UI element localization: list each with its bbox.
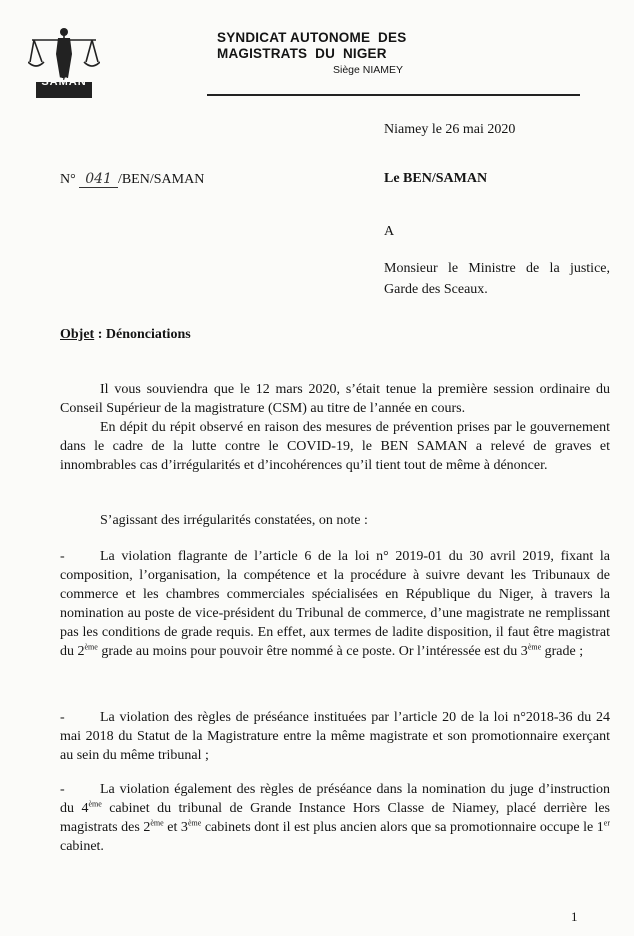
paragraph-3: S’agissant des irrégularités constatées, on note : xyxy=(100,513,368,528)
seat-location: Siège NIAMEY xyxy=(333,64,404,76)
place-date: Niamey le 26 mai 2020 xyxy=(384,122,516,137)
list-item-3 xyxy=(60,780,610,856)
object-text: Dénonciations xyxy=(105,327,191,342)
paragraph-2: En dépit du répit observé en raison des mesures de prévention prises par le gouvernement dans le cadre de la lutte contre le COVID-19, le BEN SAMAN a relevé de graves et innombrables cas d’irrégularités et d’incohérences qu’il tient tout de même à dénoncer. xyxy=(60,420,610,473)
logo-text: SAMAN xyxy=(41,76,87,88)
reference-prefix: N° xyxy=(60,172,76,187)
list-item-3-text-b: cabinet du tribunal de Grande Instance Hors Classe de Niamey, placé derrière les magistrats des 2 xyxy=(60,801,610,835)
list-item-2 xyxy=(60,708,610,765)
list-item-1 xyxy=(60,547,610,661)
list-item-3-text-c: et 3 xyxy=(163,820,188,835)
list-dash: - xyxy=(60,710,65,725)
superscript: ème xyxy=(527,642,542,652)
org-line-1: SYNDICAT AUTONOME DES xyxy=(217,30,407,45)
reference-number xyxy=(60,171,204,188)
header-divider xyxy=(207,94,580,96)
reference-suffix: /BEN/SAMAN xyxy=(117,172,205,187)
superscript: ème xyxy=(150,818,164,828)
list-item-3-text-a: La violation également des règles de préséance dans la nomination du juge d’instruction du 4 xyxy=(60,782,610,816)
list-item-1-text-b: grade au moins pour pouvoir être nommé à ce poste. Or l’intéressée est du 3 xyxy=(97,644,528,659)
object-line xyxy=(60,327,191,343)
list-item-1-text-c: grade ; xyxy=(541,644,584,659)
list-item-3-text-e: cabinet. xyxy=(60,839,104,854)
superscript: er xyxy=(603,818,610,828)
recipient: Monsieur le Ministre de la justice, Garde des Sceaux. xyxy=(384,261,610,297)
list-item-1-text-a: La violation flagrante de l’article 6 de la loi n° 2019-01 du 30 avril 2019, fixant la composition, l’organisation, la compétence et la procédure à suivre devant les Tribunaux de commerce et les chambres commerciales spécialisées en République du Niger, à travers la nomination au poste de vice-président du Tribunal de commerce, d’une magistrate ne remplissant pas les conditions de grade requis. En effet, aux termes de ladite disposition, il faut être magistrat du 2 xyxy=(60,549,610,659)
paragraph-1: Il vous souviendra que le 12 mars 2020, s’était tenue la première session ordinaire du Conseil Supérieur de la magistrature (CSM) au titre de l’année en cours. xyxy=(60,382,610,416)
list-item-2-text: La violation des règles de préséance instituées par l’article 20 de la loi n°2018-36 du 24 mai 2018 du Statut de la Magistrature entre la même magistrate et son promotionnaire exerçant au sein du même tribunal ; xyxy=(60,710,610,763)
object-separator: : xyxy=(94,327,106,342)
reference-handwritten-number: 041 xyxy=(79,171,118,188)
organization-name xyxy=(217,30,406,62)
superscript: ème xyxy=(84,642,98,652)
superscript: ème xyxy=(88,799,102,809)
list-item-3-text-d: cabinets dont il est plus ancien alors que sa promotionnaire occupe le 1 xyxy=(201,820,604,835)
org-line-2: MAGISTRATS DU NIGER xyxy=(217,46,387,61)
superscript: ème xyxy=(187,818,202,828)
page-number: 1 xyxy=(571,909,578,924)
list-dash: - xyxy=(60,782,65,797)
to-marker: A xyxy=(384,224,395,239)
sender: Le BEN/SAMAN xyxy=(384,171,488,186)
object-label: Objet xyxy=(60,327,95,342)
list-dash: - xyxy=(60,549,65,564)
